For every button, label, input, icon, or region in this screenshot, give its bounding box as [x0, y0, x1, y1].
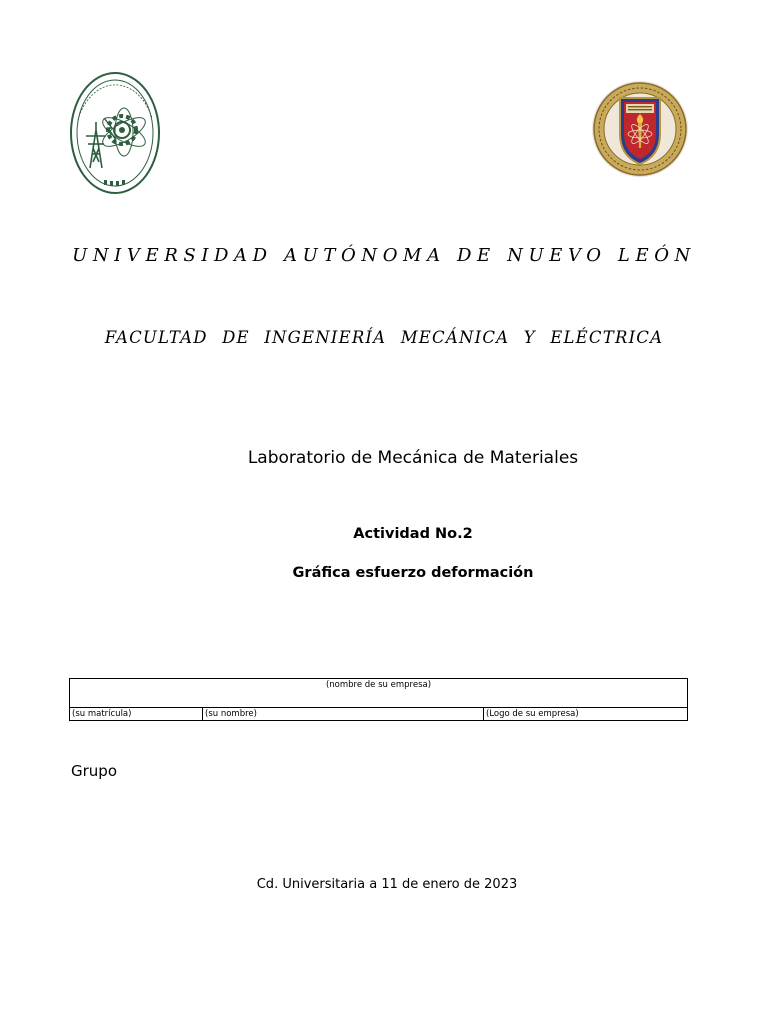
course-title: Laboratorio de Mecánica de Materiales — [247, 448, 579, 468]
student-name-cell: (su nombre) — [203, 708, 484, 721]
company-name-cell: (nombre de su empresa) — [70, 679, 688, 708]
table-row — [70, 708, 688, 721]
university-title: UNIVERSIDAD AUTÓNOMA DE NUEVO LEÓN — [72, 245, 696, 266]
fime-seal-icon — [68, 70, 162, 196]
group-label: Grupo — [71, 762, 117, 780]
uanl-crest-icon — [590, 78, 690, 180]
company-logo-cell: (Logo de su empresa) — [484, 708, 688, 721]
activity-title: Actividad No.2 — [353, 526, 473, 542]
student-id-cell: (su matrícula) — [70, 708, 203, 721]
date-line: Cd. Universitaria a 11 de enero de 2023 — [256, 877, 518, 892]
faculty-title: FACULTAD DE INGENIERÍA MECÁNICA Y ELÉCTRICA — [104, 328, 664, 347]
table-row — [70, 679, 688, 708]
student-info-table — [69, 678, 688, 721]
topic-title: Gráfica esfuerzo deformación — [292, 565, 534, 581]
